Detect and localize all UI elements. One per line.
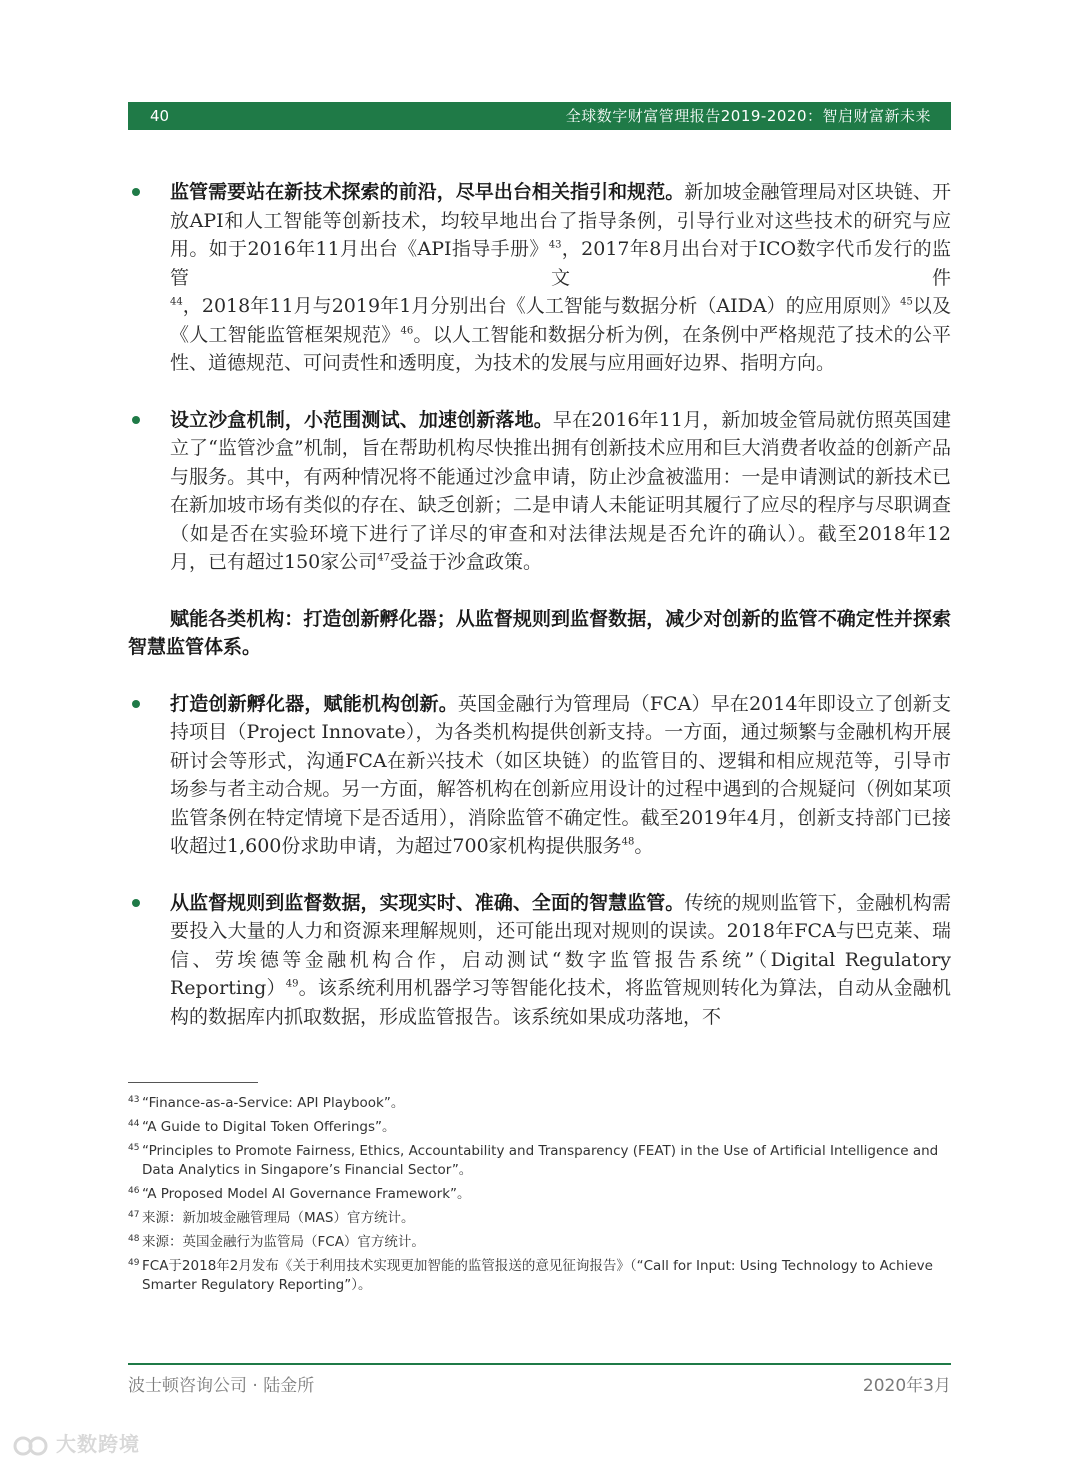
- footnote-ref: 49: [285, 978, 299, 990]
- bullet-icon: [132, 188, 140, 196]
- footnote-divider: [128, 1082, 258, 1083]
- bullet-item: [128, 406, 951, 577]
- bullet-icon: [132, 416, 140, 424]
- bullet-paragraph: [170, 406, 951, 577]
- footnote-item: [128, 1233, 951, 1252]
- bullet-paragraph: [170, 889, 951, 1032]
- paragraph-text: 受益于沙盒政策。: [390, 551, 543, 573]
- footer-date: 2020年3月: [862, 1376, 951, 1396]
- footnote-number: 45: [128, 1143, 140, 1153]
- footnote-ref: 48: [621, 836, 635, 848]
- bullet-item: [128, 889, 951, 1032]
- footnote-ref: 47: [377, 552, 391, 564]
- footnote-number: 44: [128, 1119, 140, 1129]
- paragraph-text: ，2018年11月与2019年1月分别出台《人工智能与数据分析（AIDA）的应用原则》: [182, 295, 901, 317]
- footnote-text: 来源：英国金融行为监管局（FCA）官方统计。: [142, 1234, 425, 1250]
- footnote-item: [128, 1118, 951, 1137]
- footer-publisher: 波士顿咨询公司 · 陆金所: [128, 1376, 315, 1396]
- footnote-item: [128, 1185, 951, 1204]
- footnote-text: “A Guide to Digital Token Offerings”。: [142, 1119, 396, 1135]
- bullet-item: [128, 178, 951, 378]
- footnote-ref: 45: [900, 296, 913, 308]
- footnote-number: 47: [128, 1210, 140, 1220]
- bullet-icon: [132, 899, 140, 907]
- section-heading: 赋能各类机构：打造创新孵化器；从监督规则到监督数据，减少对创新的监管不确定性并探索智慧监管体系。: [128, 607, 951, 658]
- paragraph-text: 早在2016年11月，新加坡金管局就仿照英国建立了“监管沙盒”机制，旨在帮助机构尽快推出拥有创新技术应用和巨大消费者收益的创新产品与服务。其中，有两种情况将不能通过沙盒申请，防止沙盒被滥用：一是申请测试的新技术已在新加坡市场有类似的存在、缺乏创新；二是申请人未能证明其履行了应尽的程序与尽职调查（如是否在实验环境下进行了详尽的审查和对法律法规是否允许的确认）。截至2018年12月，已有超过150家公司: [170, 408, 951, 573]
- bullet-lead: 设立沙盒机制，小范围测试、加速创新落地。: [170, 408, 553, 431]
- footnote-ref: 44: [170, 296, 183, 308]
- footnote-item: [128, 1209, 951, 1228]
- footnote-number: 48: [128, 1234, 140, 1244]
- page-header-bar: [128, 102, 951, 130]
- footnote-text: FCA于2018年2月发布《关于利用技术实现更加智能的监管报送的意见征询报告》（“Call for Input: Using Technology to Achieve Smarter Regulatory Reporting”）。: [142, 1258, 933, 1293]
- footnote-ref: 46: [400, 325, 414, 337]
- bullet-lead: 监管需要站在新技术探索的前沿，尽早出台相关指引和规范。: [170, 181, 685, 203]
- footnote-text: “A Proposed Model AI Governance Framework”。: [142, 1186, 471, 1202]
- footnote-text: “Finance-as-a-Service: API Playbook”。: [142, 1095, 405, 1111]
- report-title: 全球数字财富管理报告2019-2020：智启财富新未来: [565, 107, 931, 125]
- footer-divider: [128, 1363, 951, 1365]
- footnote-item: [128, 1257, 951, 1295]
- watermark-text: 大数跨境: [56, 1432, 140, 1456]
- watermark: [12, 1428, 140, 1457]
- main-content: [128, 178, 951, 1059]
- bullet-paragraph: [170, 690, 951, 861]
- footnote-item: [128, 1142, 951, 1180]
- footnote-number: 49: [128, 1258, 140, 1268]
- bullet-paragraph: [170, 178, 951, 378]
- footnote-number: 43: [128, 1095, 140, 1105]
- paragraph-text: 以及《人工智能监管框架规范》: [170, 295, 951, 346]
- paragraph-text: ，2017年8月出台对于ICO数字代币发行的监管文件: [170, 238, 952, 289]
- footnote-text: 来源：新加坡金融管理局（MAS）官方统计。: [142, 1210, 415, 1226]
- watermark-logo-icon: [12, 1435, 52, 1457]
- footnote-text: “Principles to Promote Fairness, Ethics, Accountability and Transparency (FEAT) in the Use of Artificial Intelligence and Data Analytics in Singapore’s Financial Sector”。: [142, 1143, 939, 1178]
- footnotes: [128, 1094, 951, 1300]
- paragraph-text: 。该系统利用机器学习等智能化技术，将监管规则转化为算法，自动从金融机构的数据库内抓取数据，形成监管报告。该系统如果成功落地，不: [170, 977, 951, 1028]
- paragraph-text: 英国金融行为管理局（FCA）早在2014年即设立了创新支持项目（Project Innovate），为各类机构提供创新支持。一方面，通过频繁与金融机构开展研讨会等形式，沟通FCA在新兴技术（如区块链）的监管目的、逻辑和相应规范等，引导市场参与者主动合规。另一方面，解答机构在创新应用设计的过程中遇到的合规疑问（例如某项监管条例在特定情境下是否适用），消除监管不确定性。截至2019年4月，创新支持部门已接收超过1,600份求助申请，为超过700家机构提供服务: [170, 692, 951, 857]
- footnote-item: [128, 1094, 951, 1113]
- paragraph-text: 新加坡金融管理局对区块链、开放API和人工智能等创新技术，均较早地出台了指导条例，引导行业对这些技术的研究与应用。如于2016年11月出台《API指导手册》: [170, 181, 951, 260]
- bullet-lead: 从监督规则到监督数据，实现实时、准确、全面的智慧监管。: [170, 891, 685, 914]
- paragraph-text: 传统的规则监管下，金融机构需要投入大量的人力和资源来理解规则，还可能出现对规则的误读。2018年FCA与巴克莱、瑞信、劳埃德等金融机构合作，启动测试“数字监管报告系统”（Digital Regulatory Reporting）: [170, 891, 951, 999]
- bullet-icon: [132, 700, 140, 708]
- paragraph-text: 。以人工智能和数据分析为例，在条例中严格规范了技术的公平性、道德规范、可问责性和透明度，为技术的发展与应用画好边界、指明方向。: [170, 323, 951, 374]
- page-number: 40: [150, 107, 170, 125]
- paragraph-text: 。: [634, 835, 654, 857]
- footnote-number: 46: [128, 1186, 140, 1196]
- footnote-ref: 43: [548, 239, 562, 251]
- bullet-lead: 打造创新孵化器，赋能机构创新。: [170, 692, 458, 715]
- bullet-item: [128, 690, 951, 861]
